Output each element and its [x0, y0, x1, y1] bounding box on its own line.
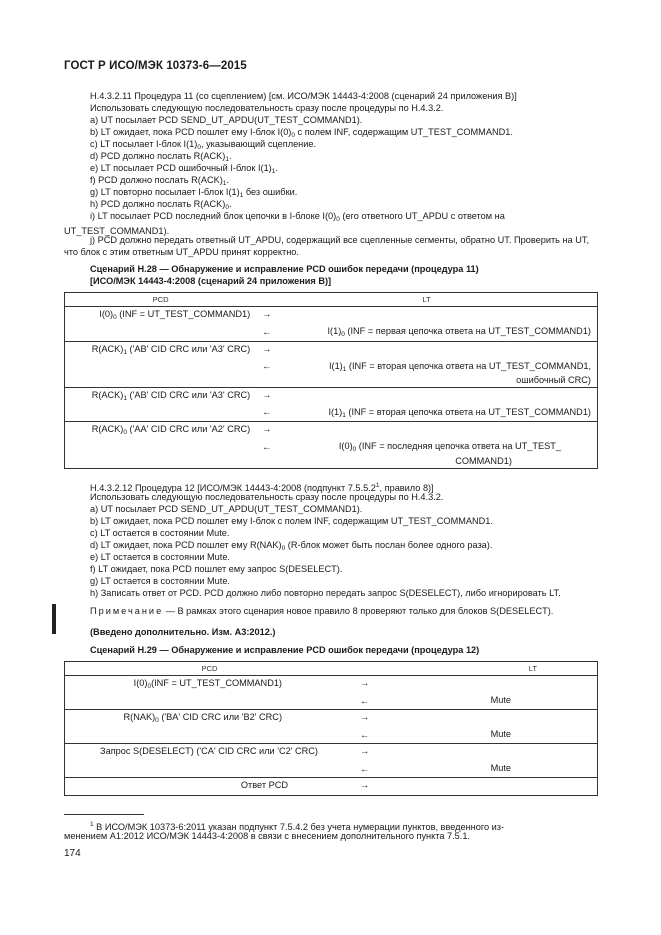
step-h: h) PCD должно послать $R(ACK)_0$.: [90, 199, 232, 211]
change-bar: [52, 604, 56, 634]
table-row: $I(0)_0(INF$ = UT_TEST_COMMAND1): [65, 676, 355, 710]
page-number: 174: [64, 848, 81, 859]
arrow-left: ←: [360, 729, 370, 740]
step-g: g) LT повторно посылает I-блок $I(1)_1$ без ошибки.: [90, 187, 298, 199]
table-row: $R(ACK)_0$ ('AA' CID CRC или 'A2' CRC): [65, 422, 257, 468]
table-row: Ответ PCD: [65, 778, 355, 796]
arrow-right: →: [360, 780, 370, 790]
step-b: b) LT ожидает, пока PCD пошлет ему I-блок с полем INF, содержащим UT_TEST_COMMAND1.: [90, 516, 493, 526]
note: Примечание — В рамках этого сценария новое правило 8 проверяют только для блоков S(DESELECT).: [90, 606, 554, 616]
table-row: $I(0)_0$ (INF = UT_TEST_COMMAND1): [65, 307, 257, 342]
step-c: c) LT остается в состоянии Mute.: [90, 528, 230, 538]
step-e: e) LT остается в состоянии Mute.: [90, 552, 230, 562]
col-header-pcd: PCD: [65, 662, 355, 676]
scenario-28-title: Сценарий Н.28 — Обнаружение и исправление PCD ошибок передачи (процедура 11): [90, 264, 479, 274]
page-header: ГОСТ Р ИСО/МЭК 10373-6—2015: [64, 60, 247, 72]
step-e: e) LT посылает PCD ошибочный I-блок $I(1)_1$.: [90, 163, 278, 175]
arrow-left: ←: [262, 326, 272, 337]
arrow-right: →: [360, 746, 370, 756]
arrow-right: →: [262, 424, 272, 435]
arrow-left: ←: [262, 407, 272, 418]
footnote-line-1: $^1$ В ИСО/МЭК 10373-6:2011 указан подпункт 7.5.4.2 без учета нумерации пунктов, введенного из-: [90, 821, 505, 832]
footnote-separator: [64, 814, 144, 815]
step-i: i) LT посылает PCD последний блок цепочки в I-блоке $I(0)_0$ (его ответного UT_APDU с ответом на UT_TEST_COMMAND1).: [64, 211, 505, 236]
footnote-line-2: менением А1:2012 ИСО/МЭК 14443-4:2008 в связи с внесением дополнительного пункта 7.5.1.: [64, 831, 470, 841]
amendment-note: (Введено дополнительно. Изм. А3:2012.): [90, 627, 276, 637]
step-d: d) LT ожидает, пока PCD пошлет ему $R(NAK)_0$ (R-блок может быть послан более одного раза).: [90, 540, 493, 552]
section-11-title: Н.4.3.2.11 Процедура 11 (со сцеплением) [см. ИСО/МЭК 14443-4:2008 (сценарий 24 приложения В)]: [90, 91, 517, 101]
step-a: a) UT посылает PCD SEND_UT_APDU(UT_TEST_COMMAND1).: [90, 504, 363, 514]
step-j: j) PCD должно передать ответный UT_APDU, содержащий все сцепленные сегменты, обратно UT. Проверить на UT, что блок с этим ответным UT_APDU принят корректно.: [64, 235, 590, 257]
arrow-left: ←: [262, 441, 272, 452]
arrow-right: →: [262, 343, 272, 354]
section-12-title: Н.4.3.2.12 Процедура 12 [ИСО/МЭК 14443-4:2008 (подпункт 7.5.5.2$^1$, правило 8)]: [90, 482, 434, 493]
scenario-29-title: Сценарий Н.29 — Обнаружение и исправление PCD ошибок передачи (процедура 12): [90, 645, 480, 655]
step-d: d) PCD должно послать $R(ACK)_1$.: [90, 151, 232, 163]
step-f: f) LT ожидает, пока PCD пошлет ему запрос S(DESELECT).: [90, 564, 343, 574]
arrow-left: ←: [262, 361, 272, 372]
table-row: $R(ACK)_1$ ('AB' CID CRC или 'A3' CRC): [65, 341, 257, 387]
col-header-lt: LT: [354, 662, 598, 676]
col-header-lt: LT: [256, 293, 597, 307]
table-row: Запрос S(DESELECT) ('CA' CID CRC или 'C2' CRC): [65, 744, 355, 778]
step-c: c) LT посылает I-блок $I(1)_0$, указывающий сцепление.: [90, 139, 317, 151]
step-g: g) LT остается в состоянии Mute.: [90, 576, 230, 586]
arrow-right: →: [360, 712, 370, 722]
table-row: $R(NAK)_0$ ('BA' CID CRC или 'B2' CRC): [65, 710, 355, 744]
section-11-intro: Использовать следующую последовательность сразу после процедуры по Н.4.3.2.: [90, 103, 444, 113]
section-12-intro: Использовать следующую последовательность сразу после процедуры по Н.4.3.2.: [90, 492, 444, 502]
step-f: f) PCD должно послать $R(ACK)_1$.: [90, 175, 229, 187]
col-header-pcd: PCD: [65, 293, 257, 307]
scenario-28-table: PCD LT $I(0)_0$ (INF = UT_TEST_COMMAND1) → ← $I(1)_0$ (INF = первая цепочка ответа на UT_TEST_COMMAND1) $R(ACK)_1$ ('AB' CID CRC или 'A3' CRC) → ← $I(1)_1$ (INF = вторая цепочка ответа на UT_TEST_COMMAND1, ошибочный CRC) $R(ACK)_1$ ('AB' CID CRC или 'A3' CRC) → ← $I(1)_1$ (INF = вторая цепочка ответа на UT_TEST_COMMAND1) $R(ACK)_0$ ('AA' CID CRC или 'A2' CRC) → ← $I(0)_0$ (INF = последняя цепочка ответа на UT_TEST_ COMMAND1): [64, 292, 598, 469]
arrow-right: →: [262, 389, 272, 400]
arrow-right: →: [360, 678, 370, 688]
scenario-28-subtitle: [ИСО/МЭК 14443-4:2008 (сценарий 24 приложения В)]: [90, 276, 332, 286]
step-b: b) LT ожидает, пока PCD пошлет ему I-блок $I(0)_0$ с полем INF, содержащим UT_TEST_COMMAND1.: [90, 127, 513, 139]
table-row: $R(ACK)_1$ ('AB' CID CRC или 'A3' CRC): [65, 387, 257, 422]
arrow-right: →: [262, 309, 272, 319]
scenario-29-table: PCD LT $I(0)_0(INF$ = UT_TEST_COMMAND1) → ← Mute $R(NAK)_0$ ('BA' CID CRC или 'B2' CRC) → ← Mute Запрос S(DESELECT) ('CA' CID CRC или 'C2' CRC) → ← Mute Ответ PCD →: [64, 661, 598, 796]
arrow-left: ←: [360, 695, 370, 706]
step-a: a) UT посылает PCD SEND_UT_APDU(UT_TEST_COMMAND1).: [90, 115, 363, 125]
step-h: h) Записать ответ от PCD. PCD должно либо повторно передать запрос S(DESELECT), либо игнорировать LT.: [90, 588, 561, 598]
arrow-left: ←: [360, 763, 370, 774]
